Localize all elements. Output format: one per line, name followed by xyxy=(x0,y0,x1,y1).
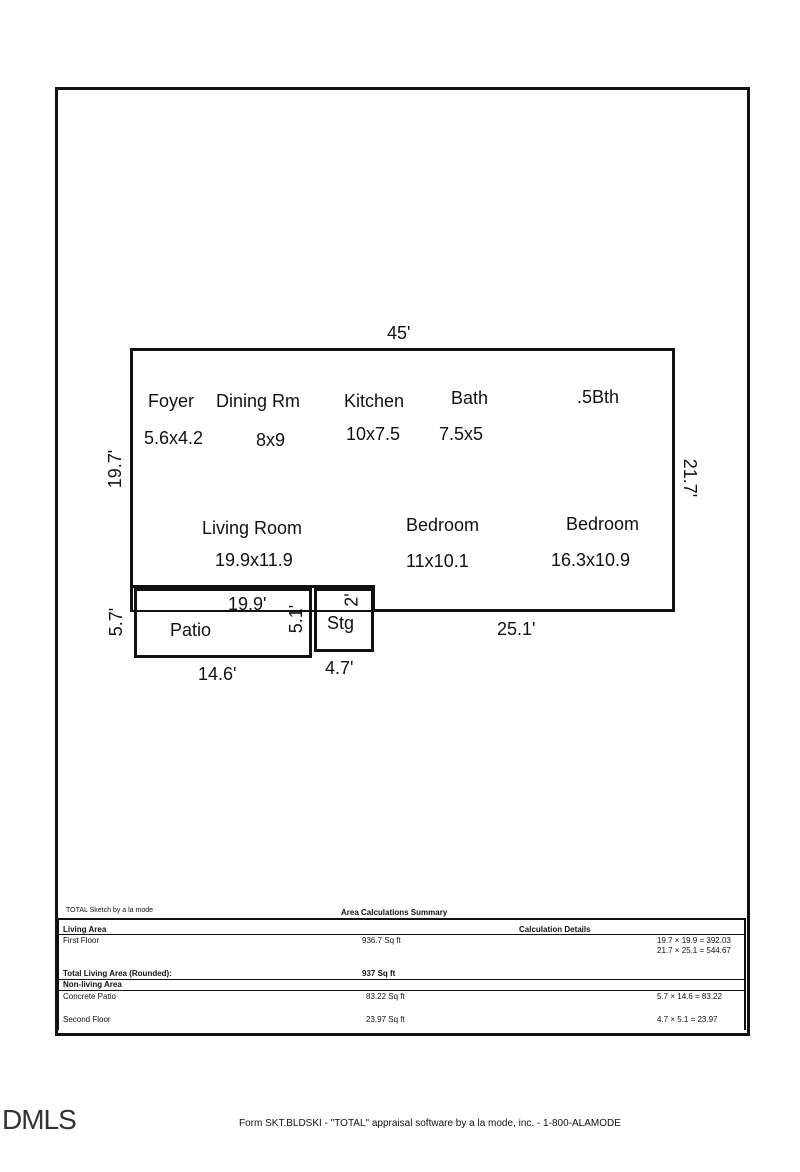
sketch-credit: TOTAL Sketch by a la mode xyxy=(66,907,154,914)
dimension-patio-bottom: 14.6' xyxy=(198,664,237,684)
concrete-patio-label: Concrete Patio xyxy=(63,992,116,1001)
summary-top-rule xyxy=(57,918,746,920)
concrete-patio-area: 83.22 Sq ft xyxy=(366,992,405,1001)
room-foyer-name: Foyer xyxy=(148,391,195,411)
mls-watermark: DMLS xyxy=(2,1104,76,1135)
concrete-patio-calc: 5.7 × 14.6 = 83.22 xyxy=(657,992,722,1001)
room-living-size: 19.9x11.9 xyxy=(215,550,293,570)
summary-title: Area Calculations Summary xyxy=(341,908,448,917)
second-floor-label: Second Floor xyxy=(63,1015,111,1024)
dimension-patio-left: 5.7' xyxy=(106,607,127,637)
first-floor-calc-2: 21.7 × 25.1 = 544.67 xyxy=(657,946,731,955)
room-bedroom-2-name: Bedroom xyxy=(566,514,640,534)
total-living-label: Total Living Area (Rounded): xyxy=(63,969,172,978)
room-storage-name: Stg xyxy=(327,613,355,633)
room-bedroom-1-size: 11x10.1 xyxy=(406,551,469,571)
room-living-name: Living Room xyxy=(202,518,303,538)
first-floor-area: 936.7 Sq ft xyxy=(362,936,401,945)
room-bath-size: 7.5x5 xyxy=(439,424,484,444)
dimension-patio-right: 5.1' xyxy=(286,604,307,634)
first-floor-label: First Floor xyxy=(63,936,99,945)
room-kitchen-name: Kitchen xyxy=(344,391,405,411)
dimension-patio-top: 19.9' xyxy=(228,594,267,614)
room-dining-size: 8x9 xyxy=(256,430,286,450)
second-floor-area: 23.97 Sq ft xyxy=(366,1015,405,1024)
room-kitchen-size: 10x7.5 xyxy=(346,424,401,444)
dimension-stg-bottom: 4.7' xyxy=(325,658,354,678)
dimension-right: 21.7' xyxy=(680,458,701,498)
room-bedroom-2-size: 16.3x10.9 xyxy=(551,550,631,570)
room-half-bath-name: .5Bth xyxy=(577,387,620,407)
second-floor-calc: 4.7 × 5.1 = 23.97 xyxy=(657,1015,718,1024)
non-living-header: Non-living Area xyxy=(63,980,122,989)
room-foyer-size: 5.6x4.2 xyxy=(144,428,204,448)
calc-details-header: Calculation Details xyxy=(519,925,591,934)
form-footer: Form SKT.BLDSKI - "TOTAL" appraisal software by a la mode, inc. - 1-800-ALAMODE xyxy=(239,1118,621,1129)
dimension-stg-top: 2' xyxy=(341,593,362,607)
room-dining-name: Dining Rm xyxy=(216,391,301,411)
room-bath-name: Bath xyxy=(451,388,489,408)
room-bedroom-1-name: Bedroom xyxy=(406,515,480,535)
room-patio-name: Patio xyxy=(170,620,212,640)
dimension-left: 19.7' xyxy=(105,449,126,489)
dimension-top: 45' xyxy=(387,323,411,343)
dimension-bottom-right: 25.1' xyxy=(497,619,536,639)
first-floor-calc-1: 19.7 × 19.9 = 392.03 xyxy=(657,936,731,945)
living-area-header: Living Area xyxy=(63,925,107,934)
total-living-area: 937 Sq ft xyxy=(362,969,396,978)
